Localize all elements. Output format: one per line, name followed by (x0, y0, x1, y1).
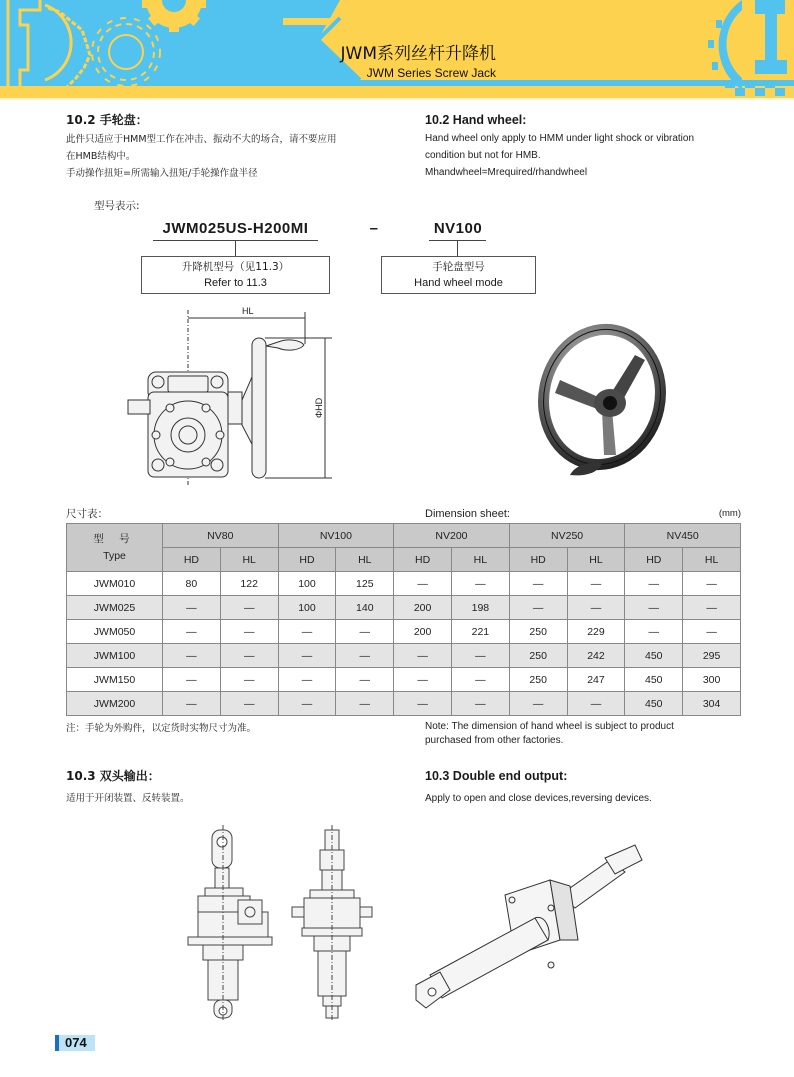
type-header-en: Type (103, 549, 126, 562)
handwheel-dimension-drawing (120, 300, 360, 490)
type-cell: JWM050 (67, 620, 163, 644)
connector-line (235, 241, 236, 256)
value-cell: 450 (625, 644, 683, 668)
value-cell: — (336, 644, 394, 668)
value-cell: 140 (336, 596, 394, 620)
section-heading-double-output-en: 10.3 Double end output: (425, 769, 568, 783)
value-cell: — (625, 620, 683, 644)
value-cell: — (336, 620, 394, 644)
value-cell: — (509, 692, 567, 716)
page-number-accent (55, 1035, 59, 1051)
value-cell: — (567, 572, 625, 596)
value-cell: 221 (451, 620, 509, 644)
connector-line (457, 241, 458, 256)
text-line: condition but not for HMB. (425, 150, 541, 161)
text-line: 此件只适应于HMM型工作在冲击、振动不大的场合，请不要应用 (66, 134, 337, 145)
value-cell: 450 (625, 692, 683, 716)
value-cell: 125 (336, 572, 394, 596)
page-title-en: JWM Series Screw Jack (366, 66, 496, 80)
hd-dimension-label: ΦHD (314, 397, 324, 418)
value-cell: — (394, 668, 452, 692)
value-cell: 247 (567, 668, 625, 692)
subheader-hl: HL (220, 548, 278, 572)
box-text-zh: 升降机型号（见11.3） (181, 261, 290, 273)
value-cell: — (567, 596, 625, 620)
subheader-hl: HL (567, 548, 625, 572)
value-cell: 80 (163, 572, 221, 596)
value-cell: — (220, 692, 278, 716)
text-line: 在HMB结构中。 (66, 151, 136, 162)
box-text-zh: 手轮盘型号 (432, 261, 485, 273)
double-end-front-side-drawing (180, 825, 380, 1020)
handwheel-model-box (381, 256, 536, 294)
value-cell: 450 (625, 668, 683, 692)
value-cell: — (220, 668, 278, 692)
value-cell: 122 (220, 572, 278, 596)
page-number: 074 (65, 1035, 87, 1050)
box-text-en: Hand wheel mode (414, 277, 503, 289)
hl-dimension-label: HL (242, 306, 254, 316)
value-cell: — (625, 596, 683, 620)
text-line: Hand wheel only apply to HMM under light shock or vibration (425, 133, 695, 144)
text-line: 手动操作扭矩=所需输入扭矩/手轮操作盘半径 (66, 168, 258, 179)
model-code-jack: JWM025US-H200MI (162, 220, 309, 237)
subheader-hd: HD (625, 548, 683, 572)
handwheel-description-en (425, 130, 755, 181)
value-cell: — (394, 692, 452, 716)
value-cell: — (567, 692, 625, 716)
handwheel-product-image (530, 315, 670, 485)
type-cell: JWM100 (67, 644, 163, 668)
value-cell: — (509, 596, 567, 620)
group-header: NV100 (278, 524, 394, 548)
table-note-en (425, 720, 755, 748)
table-row (67, 620, 741, 644)
table-row (67, 644, 741, 668)
type-cell: JWM025 (67, 596, 163, 620)
table-row (67, 572, 741, 596)
value-cell: — (278, 668, 336, 692)
dimension-table-label-en: Dimension sheet: (425, 508, 510, 520)
value-cell: — (683, 572, 741, 596)
value-cell: — (163, 644, 221, 668)
dimension-table-unit: (mm) (718, 508, 741, 519)
type-header-cell (67, 524, 163, 572)
subheader-hl: HL (683, 548, 741, 572)
type-cell: JWM150 (67, 668, 163, 692)
value-cell: — (163, 692, 221, 716)
subheader-hd: HD (163, 548, 221, 572)
type-cell: JWM010 (67, 572, 163, 596)
subheader-hd: HD (509, 548, 567, 572)
value-cell: — (451, 692, 509, 716)
section-heading-handwheel-zh: 10.2 手轮盘： (66, 113, 148, 127)
page-header-banner (0, 0, 794, 100)
value-cell: — (451, 572, 509, 596)
jack-model-box (141, 256, 330, 294)
group-header: NV450 (625, 524, 741, 548)
page-title-zh: JWM系列丝杆升降机 (340, 44, 496, 64)
value-cell: — (625, 572, 683, 596)
value-cell: — (278, 620, 336, 644)
text-line: purchased from other factories. (425, 735, 564, 746)
model-code-handwheel: NV100 (433, 220, 483, 237)
table-row (67, 668, 741, 692)
subheader-hd: HD (394, 548, 452, 572)
value-cell: 300 (683, 668, 741, 692)
model-designation-label: 型号表示: (94, 200, 140, 212)
dimension-table-body (67, 572, 741, 716)
text-line: Mhandwheel=Mrequired/rhandwheel (425, 167, 588, 178)
group-header: NV200 (394, 524, 510, 548)
value-cell: 295 (683, 644, 741, 668)
value-cell: — (163, 620, 221, 644)
double-output-description-zh: 适用于开闭装置、反转装置。 (66, 793, 190, 804)
value-cell: 200 (394, 596, 452, 620)
value-cell: — (451, 668, 509, 692)
value-cell: — (451, 644, 509, 668)
subheader-hl: HL (336, 548, 394, 572)
table-row (67, 596, 741, 620)
value-cell: — (220, 596, 278, 620)
dimension-table-label-zh: 尺寸表： (66, 508, 108, 520)
box-text-en: Refer to 11.3 (204, 277, 267, 289)
value-cell: — (278, 644, 336, 668)
handwheel-description-zh (66, 131, 411, 182)
section-heading-handwheel-en: 10.2 Hand wheel: (425, 113, 527, 127)
type-header-zh: 型 号 (93, 532, 136, 545)
double-output-description-en: Apply to open and close devices,reversing devices. (425, 793, 652, 804)
value-cell: — (163, 668, 221, 692)
double-end-isometric-drawing (410, 840, 650, 1015)
value-cell: — (683, 620, 741, 644)
value-cell: — (163, 596, 221, 620)
table-subheader-row (67, 548, 741, 572)
value-cell: 198 (451, 596, 509, 620)
subheader-hd: HD (278, 548, 336, 572)
value-cell: — (336, 668, 394, 692)
table-row (67, 692, 741, 716)
value-cell: — (509, 572, 567, 596)
table-note-zh: 注：手轮为外购件，以定货时实物尺寸为准。 (66, 723, 257, 734)
group-header: NV80 (163, 524, 279, 548)
value-cell: 100 (278, 572, 336, 596)
value-cell: — (394, 572, 452, 596)
value-cell: — (220, 620, 278, 644)
value-cell: 250 (509, 668, 567, 692)
group-header: NV250 (509, 524, 625, 548)
table-header-row (67, 524, 741, 548)
value-cell: 304 (683, 692, 741, 716)
section-heading-double-output-zh: 10.3 双头输出： (66, 769, 160, 783)
model-separator: – (369, 220, 379, 237)
value-cell: — (220, 644, 278, 668)
type-cell: JWM200 (67, 692, 163, 716)
value-cell: 100 (278, 596, 336, 620)
page-number-badge (55, 1035, 95, 1051)
value-cell: 200 (394, 620, 452, 644)
value-cell: 250 (509, 644, 567, 668)
text-line: Note: The dimension of hand wheel is subject to product (425, 721, 674, 732)
value-cell: — (336, 692, 394, 716)
subheader-hl: HL (451, 548, 509, 572)
value-cell: 242 (567, 644, 625, 668)
value-cell: — (394, 644, 452, 668)
value-cell: — (683, 596, 741, 620)
value-cell: 250 (509, 620, 567, 644)
value-cell: 229 (567, 620, 625, 644)
value-cell: — (278, 692, 336, 716)
dimension-table (66, 523, 741, 716)
